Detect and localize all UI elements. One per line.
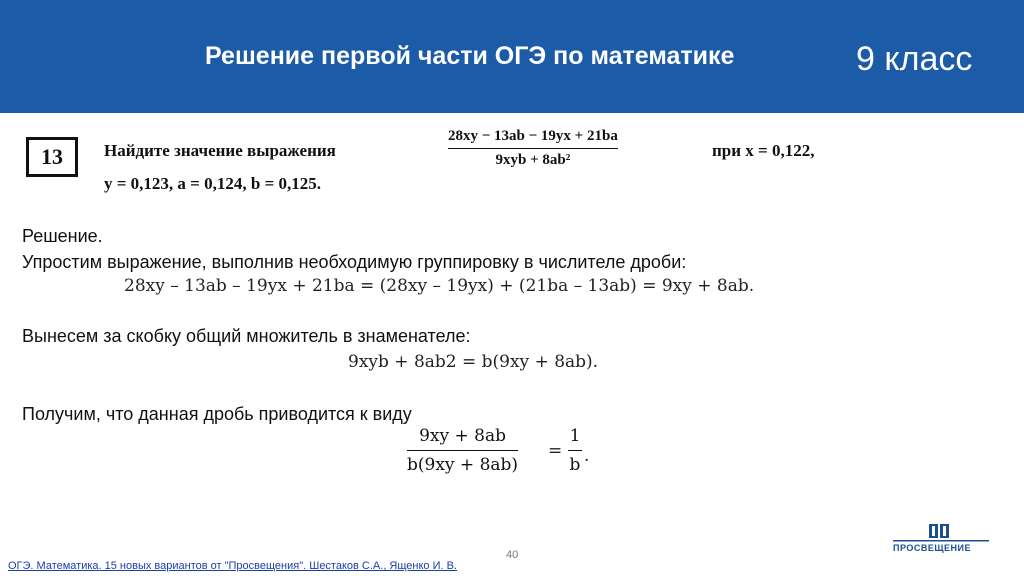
slide-title: Решение первой части ОГЭ по математике <box>205 42 735 70</box>
fraction-bar <box>407 450 518 451</box>
result-rhs-numerator: 1 <box>569 426 581 446</box>
formula-denominator: 9xyb + 8ab2 = b(9xy + 8ab). <box>348 352 599 372</box>
solution-heading: Решение. <box>22 226 103 246</box>
formula-grouping: 28xy – 13ab – 19yx + 21ba = (28xy – 19yx) + (21ba – 13ab) = 9xy + 8ab. <box>124 276 755 296</box>
result-fraction-left <box>407 426 518 475</box>
result-equals: = <box>548 441 563 461</box>
task-fraction <box>448 128 618 169</box>
page-number: 40 <box>506 549 519 561</box>
grade-label: 9 класс <box>856 40 973 78</box>
result-dot: . <box>584 446 590 466</box>
solution-step2: Вынесем за скобку общий множитель в знаменателе: <box>22 326 471 346</box>
task-condition-line2: y = 0,123, a = 0,124, b = 0,125. <box>104 174 322 193</box>
header-bar <box>0 0 1024 113</box>
result-fraction-right <box>568 426 582 475</box>
solution-step1: Упростим выражение, выполнив необходимую группировку в числителе дроби: <box>22 252 687 272</box>
task-intro-text: Найдите значение выражения <box>104 141 336 160</box>
fraction-bar <box>568 450 582 451</box>
task-numerator: 28xy − 13ab − 19yx + 21ba <box>448 128 618 144</box>
result-rhs-denominator: b <box>569 455 581 475</box>
task-condition-x: при x = 0,122, <box>712 141 815 160</box>
task-number-box: 13 <box>26 137 78 177</box>
source-link[interactable]: ОГЭ. Математика. 15 новых вариантов от "Просвещения". Шестаков С.А., Ященко И. В. <box>8 560 458 572</box>
result-denominator: b(9xy + 8ab) <box>407 455 519 475</box>
task-denominator: 9xyb + 8ab² <box>495 152 571 168</box>
fraction-bar <box>448 148 618 149</box>
result-numerator: 9xy + 8ab <box>419 426 506 446</box>
solution-step3: Получим, что данная дробь приводится к виду <box>22 404 412 424</box>
logo-text: ПРОСВЕЩЕНИЕ <box>893 543 972 553</box>
